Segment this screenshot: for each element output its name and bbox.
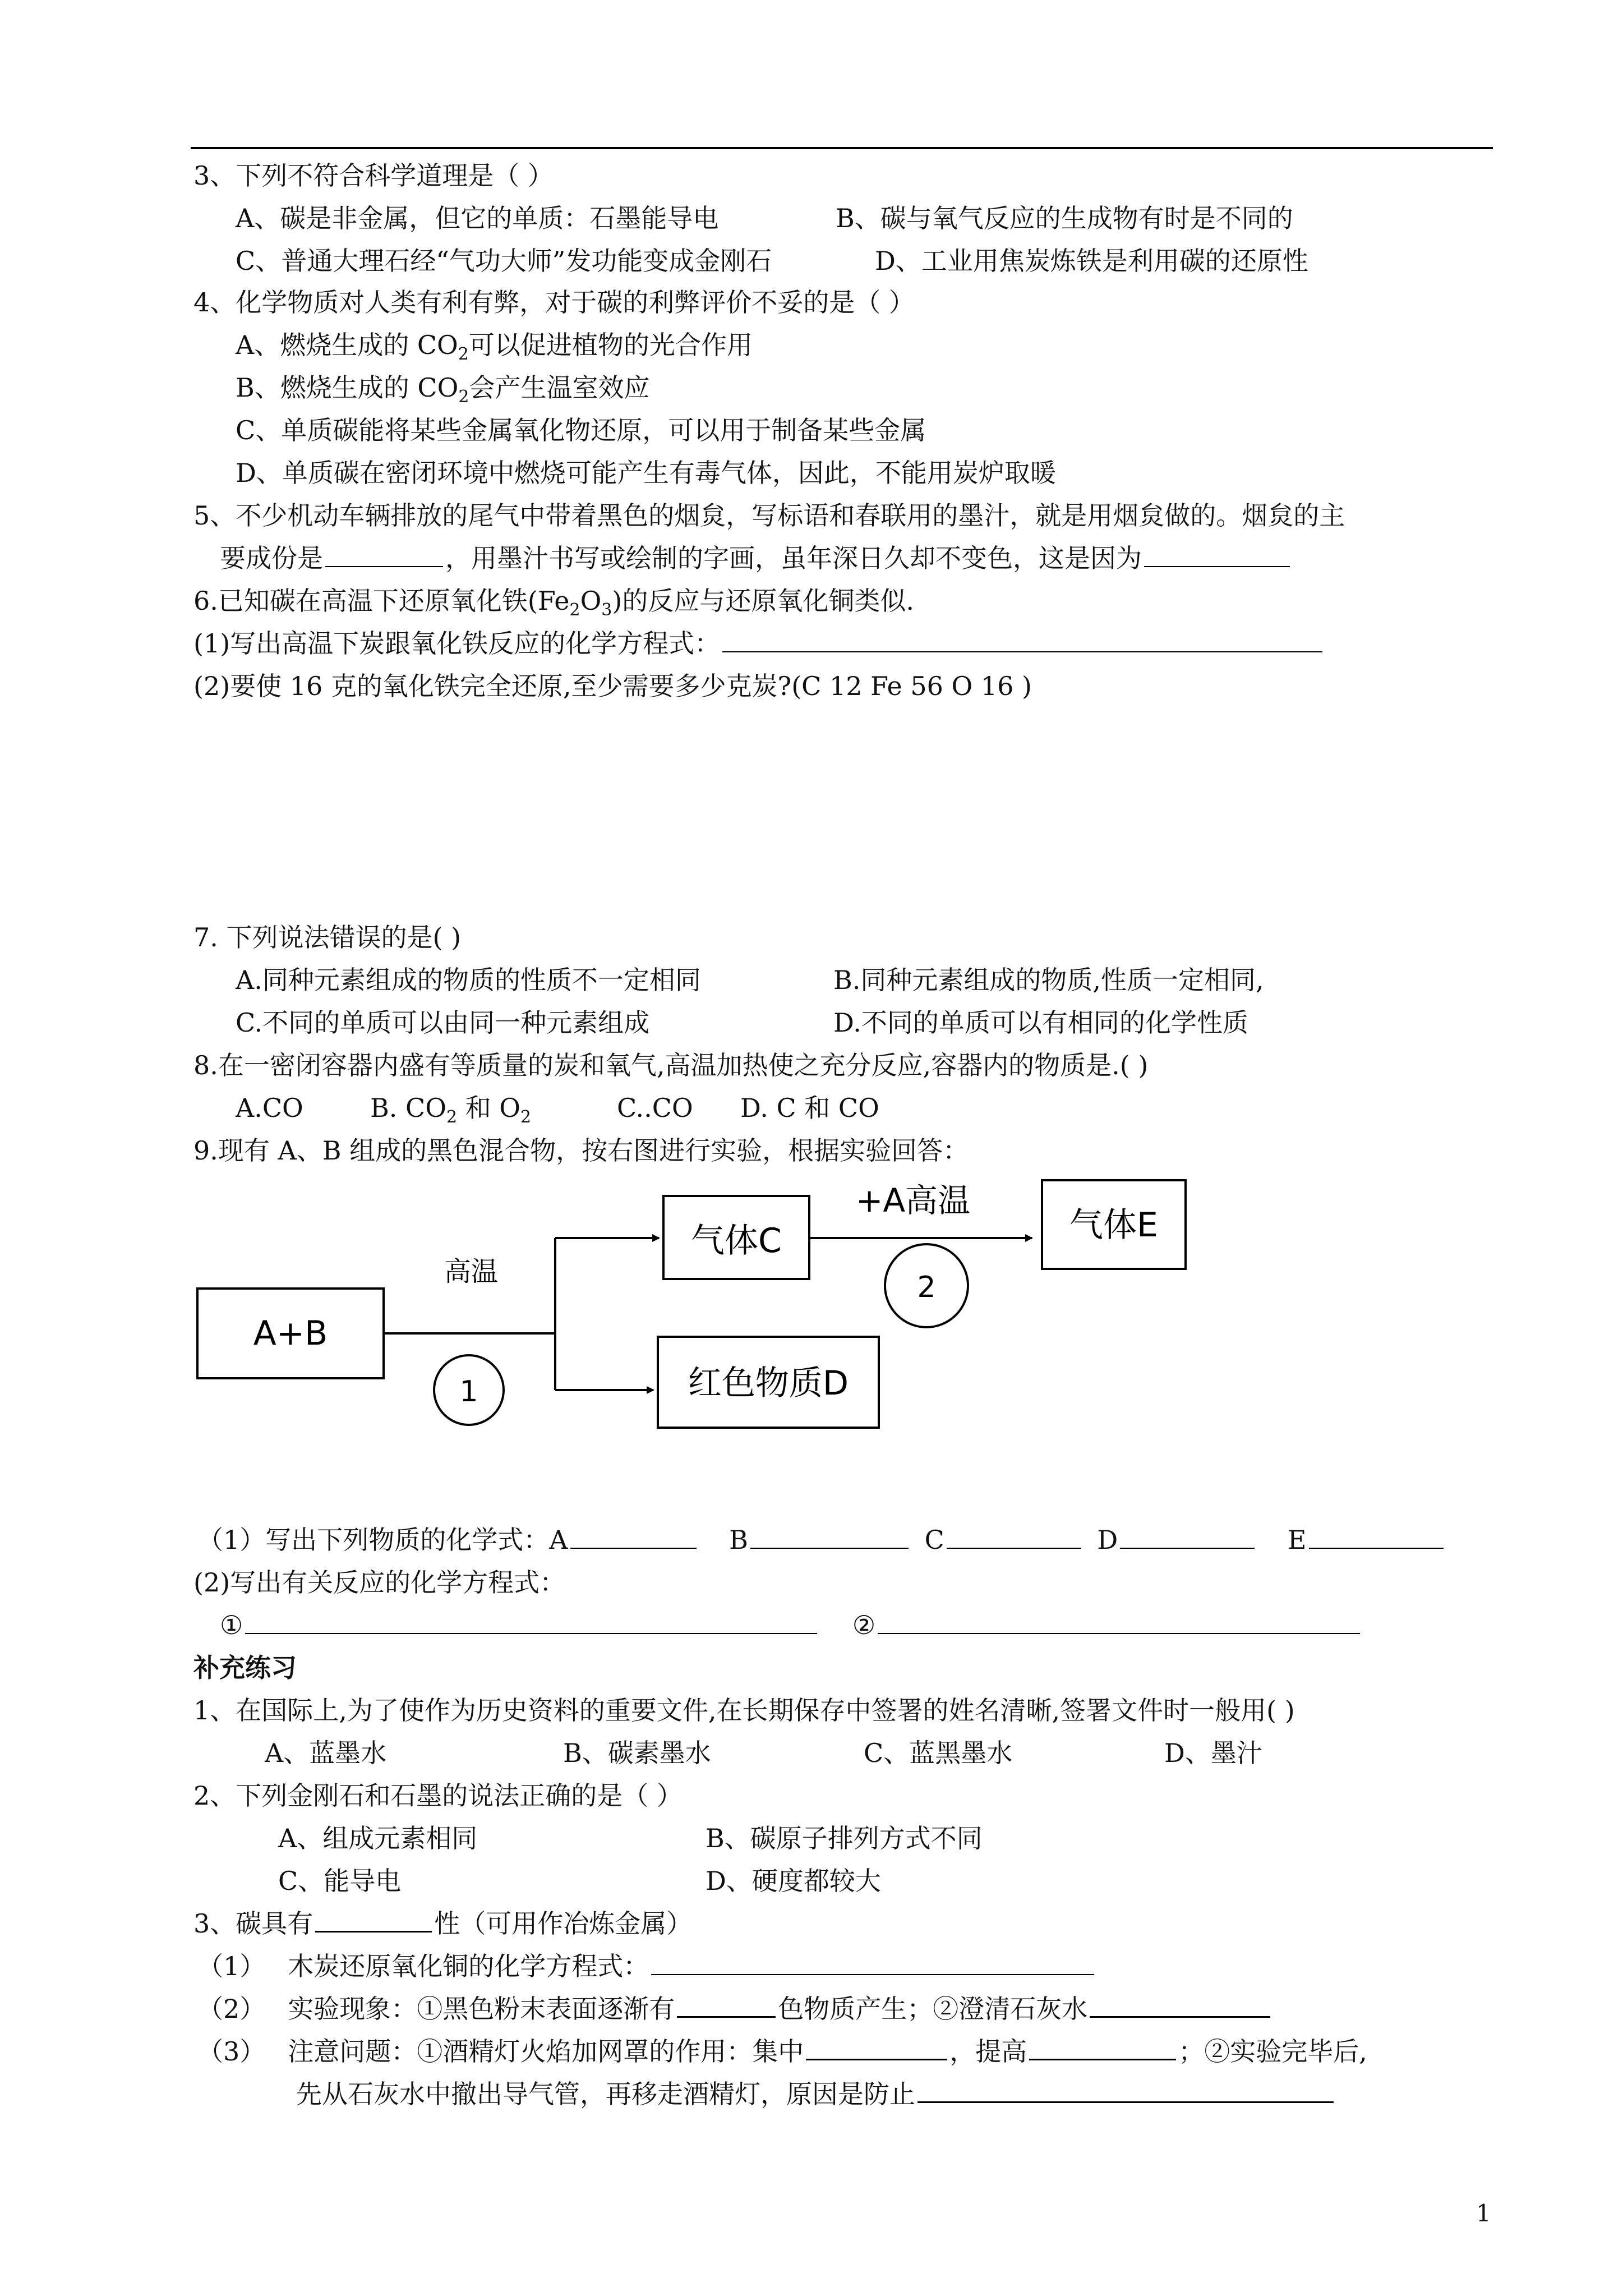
q9-blank-c[interactable] — [947, 1529, 1081, 1549]
q7-option-a: A.同种元素组成的物质的性质不一定相同 — [236, 965, 701, 995]
q3-stem: 3、下列不符合科学道理是（ ） — [193, 160, 554, 191]
supp-q3-blank[interactable] — [315, 1912, 432, 1932]
supp-q3-raise-blank[interactable] — [1029, 2040, 1176, 2060]
q4-option-c: C、单质碳能将某些金属氧化物还原，可以用于制备某些金属 — [236, 415, 926, 445]
q4-option-b: B、燃烧生成的 $CO_2$会产生温室效应 — [236, 372, 650, 407]
q8-option-d: D. C 和 CO — [740, 1093, 879, 1123]
supp-q1-stem: 1、在国际上,为了使作为历史资料的重要文件,在长期保存中签署的姓名清晰,签署文件时一般用( ) — [193, 1695, 1295, 1726]
q8-option-b: B. $CO_2$ 和 $O_2$ — [370, 1093, 532, 1128]
q9-part1: （1）写出下列物质的化学式：A B C D E — [197, 1527, 1446, 1553]
q3-option-a: A、碳是非金属，但它的单质：石墨能导电 — [236, 203, 719, 233]
supp-q3-sub2: （2） 实验现象：①黑色粉末表面逐渐有 色物质产生；②澄清石灰水 — [197, 1996, 1272, 2022]
q6-stem: 6.已知碳在高温下还原氧化铁$(Fe_2O_3)$的反应与还原氧化铜类似. — [193, 586, 914, 620]
supp-q1-option-d: D、墨汁 — [1164, 1738, 1262, 1768]
q7-option-c: C.不同的单质可以由同一种元素组成 — [236, 1007, 650, 1038]
q9-blank-b[interactable] — [750, 1529, 909, 1549]
box-gas-e-label: 气体E — [1069, 1205, 1158, 1245]
supp-q3-color-blank[interactable] — [677, 1997, 776, 2018]
q8-option-a: A.CO — [236, 1093, 303, 1123]
step-2-label: 2 — [917, 1271, 936, 1304]
supp-q3-sub1: （1） 木炭还原氧化铜的化学方程式： — [197, 1953, 1096, 1979]
supp-q2-option-b: B、碳原子排列方式不同 — [706, 1823, 983, 1853]
condition-2: +A高温 — [855, 1181, 971, 1220]
supp-q3-sub3: （3） 注意问题：①酒精灯火焰加网罩的作用：集中 ，提高 ；②实验完毕后, — [197, 2036, 1367, 2067]
q9-equation-2-blank[interactable] — [878, 1614, 1360, 1634]
q4-stem: 4、化学物质对人类有利有弊，对于碳的利弊评价不妥的是（ ） — [193, 287, 915, 318]
q7-stem: 7. 下列说法错误的是( ) — [193, 922, 462, 953]
supp-q3-equation-blank[interactable] — [651, 1955, 1094, 1975]
q9-blank-e[interactable] — [1309, 1529, 1444, 1549]
q9-blank-a[interactable] — [570, 1529, 697, 1549]
q5-line2: 要成份是 ，用墨汁书写或绘制的字画，虽年深日久却不变色，这是因为 — [220, 545, 1292, 571]
box-gas-c-label: 气体C — [691, 1221, 782, 1260]
q9-equations: ① ② — [220, 1612, 1362, 1638]
q9-equation-1-blank[interactable] — [245, 1614, 817, 1634]
supp-q3-prevent-blank[interactable] — [917, 2082, 1334, 2103]
supp-q2-stem: 2、下列金刚石和石墨的说法正确的是（ ） — [193, 1780, 683, 1811]
box-red-d-label: 红色物质D — [688, 1364, 849, 1403]
condition-1: 高温 — [444, 1256, 499, 1287]
page-number: 1 — [1476, 2200, 1491, 2227]
q4-option-d: D、单质碳在密闭环境中燃烧可能产生有毒气体，因此，不能用炭炉取暖 — [236, 458, 1056, 488]
box-ab-label: A+B — [253, 1314, 328, 1353]
supp-q2-option-a: A、组成元素相同 — [278, 1823, 478, 1853]
supp-q3-sub3-line2: 先从石灰水中撤出导气管，再移走酒精灯，原因是防止 — [296, 2081, 1336, 2107]
q4-option-a: A、燃烧生成的 $CO_2$可以促进植物的光合作用 — [236, 330, 753, 365]
supp-q2-option-d: D、硬度都较大 — [706, 1866, 881, 1896]
q7-option-b: B.同种元素组成的物质,性质一定相同, — [833, 965, 1264, 995]
supp-q1-option-c: C、蓝黑墨水 — [864, 1738, 1013, 1768]
q9-part2: (2)写出有关反应的化学方程式： — [193, 1567, 566, 1598]
supp-q3-limewater-blank[interactable] — [1090, 1997, 1270, 2018]
q8-option-c: C..CO — [617, 1093, 693, 1123]
step-1-label: 1 — [459, 1375, 478, 1409]
supp-q1-option-a: A、蓝墨水 — [265, 1738, 387, 1768]
supp-heading: 补充练习 — [193, 1653, 297, 1683]
q5-line1: 5、不少机动车辆排放的尾气中带着黑色的烟炱，写标语和春联用的墨汁，就是用烟炱做的。烟炱的主 — [193, 500, 1345, 531]
q6-part1: (1)写出高温下炭跟氧化铁反应的化学方程式： — [193, 631, 1325, 656]
q8-stem: 8.在一密闭容器内盛有等质量的炭和氧气,高温加热使之充分反应,容器内的物质是.( ) — [193, 1050, 1149, 1080]
q3-option-d: D、工业用焦炭炼铁是利用碳的还原性 — [875, 246, 1308, 276]
q6-part2: (2)要使 16 克的氧化铁完全还原,至少需要多少克炭?(C 12 Fe 56 O 16 ) — [193, 671, 1032, 701]
supp-q3-stem: 3、碳具有 性（可用作冶炼金属） — [193, 1908, 693, 1939]
supp-q1-option-b: B、碳素墨水 — [563, 1738, 711, 1768]
supp-q3-focus-blank[interactable] — [806, 2040, 947, 2060]
q3-option-c: C、普通大理石经“气功大师”发功能变成金刚石 — [236, 246, 772, 276]
q7-option-d: D.不同的单质可以有相同的化学性质 — [833, 1007, 1248, 1038]
q9-stem: 9.现有 A、B 组成的黑色混合物，按右图进行实验，根据实验回答： — [193, 1135, 969, 1166]
supp-q2-option-c: C、能导电 — [278, 1866, 402, 1896]
q9-blank-d[interactable] — [1120, 1529, 1255, 1549]
q3-option-b: B、碳与氧气反应的生成物有时是不同的 — [836, 203, 1293, 233]
